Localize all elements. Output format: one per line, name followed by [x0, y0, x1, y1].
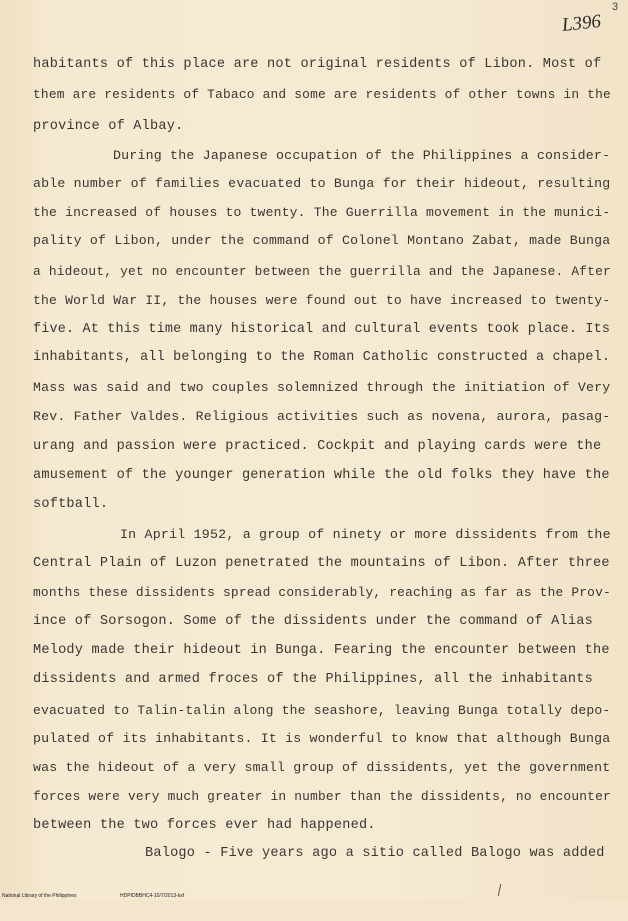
text-line: dissidents and armed froces of the Philippines, all the inhabitants [33, 672, 593, 687]
text-line: In April 1952, a group of ninety or more dissidents from the [120, 527, 611, 542]
text-line: the World War II, the houses were found out to have increased to twenty- [33, 293, 611, 308]
handwritten-reference-mark: L396 [560, 11, 603, 36]
text-line: months these dissidents spread considerably, reaching as far as the Prov- [33, 585, 611, 600]
page-number: 3 [612, 1, 619, 13]
text-line: forces were very much greater in number than the dissidents, no encounter [33, 789, 611, 804]
text-line: During the Japanese occupation of the Philippines a consider- [113, 148, 611, 163]
text-line: Balogo - Five years ago a sitio called Balogo was added [145, 846, 605, 861]
text-line: ince of Sorsogon. Some of the dissidents under the command of Alias [33, 614, 593, 629]
text-line: able number of families evacuated to Bunga for their hideout, resulting [33, 176, 611, 191]
text-line: a hideout, yet no encounter between the guerrilla and the Japanese. After [33, 264, 611, 279]
text-line: amusement of the younger generation while the old folks they have the [33, 468, 610, 483]
text-line: inhabitants, all belonging to the Roman Catholic constructed a chapel. [33, 350, 611, 365]
scan-footer [0, 893, 628, 900]
text-line: habitants of this place are not original residents of Libon. Most of [33, 57, 602, 72]
text-line: pality of Libon, under the command of Colonel Montano Zabat, made Bunga [33, 233, 611, 248]
text-line: five. At this time many historical and cultural events took place. Its [33, 322, 611, 337]
footer-code: HDPIDBBHC4-10/7/2013-kxf [120, 893, 185, 899]
text-line: the increased of houses to twenty. The Guerrilla movement in the munici- [33, 205, 611, 220]
text-line: pulated of its inhabitants. It is wonderful to know that although Bunga [33, 731, 611, 746]
text-line: softball. [33, 497, 109, 512]
text-line: them are residents of Tabaco and some are residents of other towns in the [33, 87, 611, 102]
text-line: Central Plain of Luzon penetrated the mountains of Libon. After three [33, 556, 610, 571]
text-line: was the hideout of a very small group of dissidents, yet the government [33, 760, 611, 775]
text-line: Melody made their hideout in Bunga. Fearing the encounter between the [33, 643, 610, 658]
footer-library: National Library of the Philippines [2, 893, 77, 899]
text-line: evacuated to Talin-talin along the seashore, leaving Bunga totally depo- [33, 703, 611, 718]
text-line: Rev. Father Valdes. Religious activities such as novena, aurora, pasag- [33, 409, 611, 424]
text-line: province of Albay. [33, 119, 184, 134]
text-line: between the two forces ever had happened. [33, 818, 376, 833]
text-line: Mass was said and two couples solemnized through the initiation of Very [33, 380, 611, 395]
text-line: urang and passion were practiced. Cockpit and playing cards were the [33, 439, 602, 454]
